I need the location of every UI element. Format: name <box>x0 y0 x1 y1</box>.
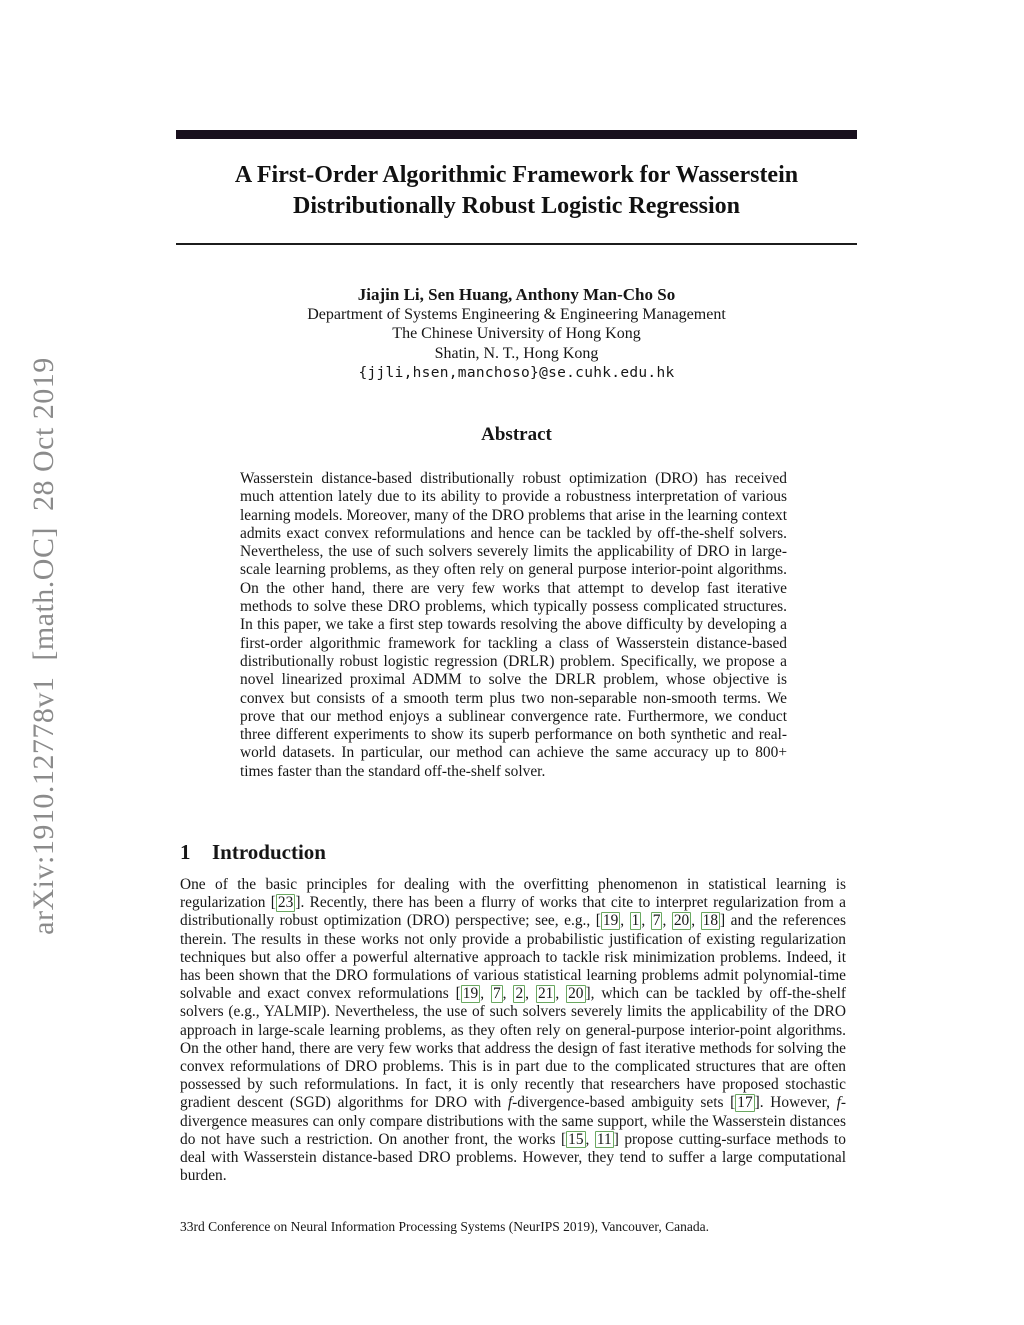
section-1-title: Introduction <box>212 840 326 864</box>
paper-title <box>176 160 857 222</box>
author-affiliation-city: Shatin, N. T., Hong Kong <box>434 344 599 362</box>
title-rule-top <box>176 130 857 139</box>
paper-title-line1: A First-Order Algorithmic Framework for Wasserstein <box>234 162 799 188</box>
citation-link[interactable]: 21 <box>537 985 554 1003</box>
citation-link[interactable]: 11 <box>596 1130 612 1148</box>
author-emails: {jjli,hsen,manchoso}@se.cuhk.edu.hk <box>358 365 675 381</box>
author-affiliation-university: The Chinese University of Hong Kong <box>392 325 641 342</box>
citation-link[interactable]: 1 <box>631 912 640 930</box>
citation-link[interactable]: 20 <box>568 985 584 1003</box>
authors-block <box>176 285 857 384</box>
arxiv-watermark: arXiv:1910.12778v1 [math.OC] 28 Oct 2019 <box>27 357 60 935</box>
abstract-text: Wasserstein distance-based distributionally robust optimization (DRO) has received much attention lately due to its ability to provide a robustness interpretation of various learning models. Moreover, many of the DRO problems that arise in the learning context admits exact convex reformulations and hence can be tackled by off-the-shelf solvers. Nevertheless, the use of such solvers severely limits the applicability of DRO in large-scale learning problems, as they often rely on general purpose interior-point algorithms. On the other hand, there are very few works that attempt to develop fast iterative methods to solve these DRO problems, which typically possess complicated structures. In this paper, we take a first step towards resolving the above difficulty by developing a first-order algorithmic framework for tackling a class of Wasserstein distance-based distributionally robust logistic regression (DRLR) problem. Specifically, we propose a novel linearized proximal ADMM to solve the DRLR problem, whose objective is convex but consists of a smooth term plus two non-separable non-smooth terms. We prove that our method enjoys a sublinear convergence rate. Furthermore, we conduct three different experiments to show its superb performance on both synthetic and real-world datasets. In particular, our method can achieve the same accuracy up to 800+ times faster than the standard off-the-shelf solver. <box>240 470 787 780</box>
citation-link[interactable]: 18 <box>702 912 719 930</box>
citation-link[interactable]: 19 <box>462 985 479 1003</box>
citation-link[interactable]: 15 <box>568 1130 584 1148</box>
abstract-heading: Abstract <box>481 424 552 445</box>
title-rule-bottom <box>176 243 857 245</box>
italic-text: f <box>507 1094 513 1112</box>
citation-link[interactable]: 2 <box>515 985 524 1003</box>
citation-link[interactable]: 23 <box>277 894 294 912</box>
citation-link[interactable]: 7 <box>652 912 661 930</box>
citation-link[interactable]: 17 <box>737 1094 753 1112</box>
section-1-number: 1 <box>180 840 191 864</box>
author-affiliation-department: Department of Systems Engineering & Engineering Management <box>307 305 726 323</box>
italic-text: f <box>836 1094 841 1112</box>
paper-title-line2: Distributionally Robust Logistic Regression <box>293 193 740 219</box>
author-names: Jiajin Li, Sen Huang, Anthony Man-Cho So <box>357 285 676 304</box>
conference-footnote: 33rd Conference on Neural Information Processing Systems (NeurIPS 2019), Vancouver, Canada. <box>180 1219 709 1234</box>
section-1-heading <box>180 840 326 865</box>
citation-link[interactable]: 7 <box>492 985 501 1003</box>
intro-paragraph: One of the basic principles for dealing with the overfitting phenomenon in statistical learning is regularization [ 23 ]. Recently, there has been a flurry of works that cite to interpret regularization from a distributionally robust optimization (DRO) perspective; see, e.g., [ 19 , 1 , 7 , 20 , 18 ] and the references therein. The results in these works not only provide a probabilistic justification of existing regularization techniques but also offer a powerful alternative approach to tackle risk minimization problems. Indeed, it has been shown that the DRO formulations of various statistical learning problems admit polynomial-time solvable and exact convex reformulations [ 19 , 7 , 2 , 21 , 20 ], which can be tackled by off-the-shelf solvers (e.g., YALMIP). Nevertheless, the use of such solvers severely limits the applicability of the DRO approach in large-scale learning problems, as they often rely on general-purpose interior-point algorithms. On the other hand, there are very few works that address the design of fast iterative methods for solving the convex reformulations of DRO problems. This is in part due to the complicated structures that are often possessed by such reformulations. In fact, it is only recently that researchers have proposed stochastic gradient descent (SGD) algorithms for DRO with f-divergence-based ambiguity sets [ 17 ]. However, f-divergence measures can only compare distributions with the same support, while the Wasserstein distances do not have such a restriction. On another front, the works [ 15 , 11 ] propose cutting-surface methods to deal with Wasserstein distance-based DRO problems. However, they tend to suffer a large computational burden. <box>180 876 847 1185</box>
citation-link[interactable]: 19 <box>602 912 619 930</box>
citation-link[interactable]: 20 <box>673 912 690 930</box>
